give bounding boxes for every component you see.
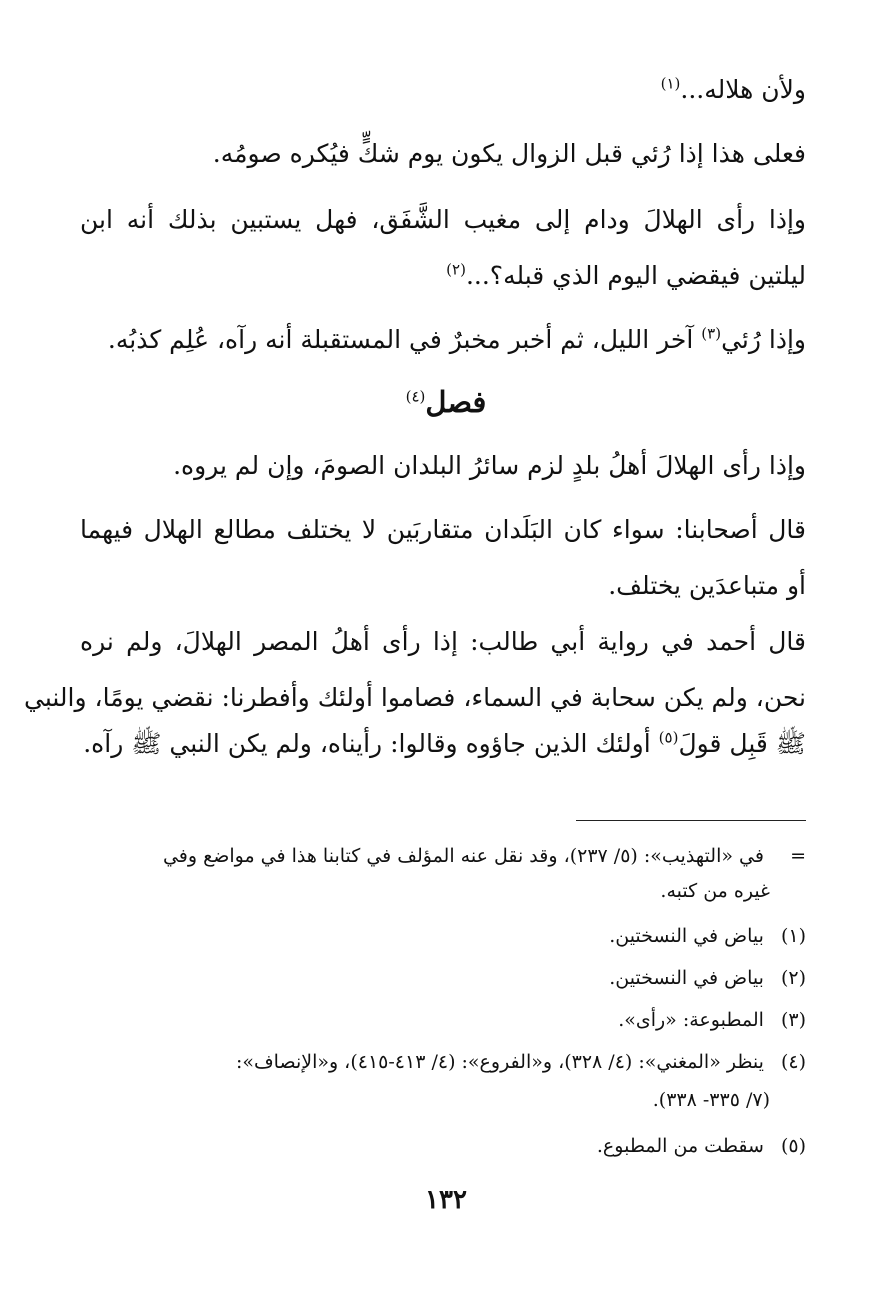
footnote-3-mark[interactable]: (٣) [780,1009,806,1031]
footnote-ref-4[interactable]: (٤) [405,387,426,406]
body-line-8: أو متباعدَين يختلف. [608,571,806,600]
footnote-separator [576,820,806,821]
footnote-4: (٤) ينظر «المغني»: (٤/ ٣٢٨)، و«الفروع»: (٤/ ٤١٣-٤١٥)، و«الإنصاف»: [80,1047,806,1077]
footnote-ref-2[interactable]: (٢) [446,260,466,279]
body-line-7: قال أصحابنا: سواء كان البَلَدان متقاربَين لا يختلف مطالع الهلال فيهما [80,515,806,544]
body-line-4: ليلتين فيقضي اليوم الذي قبله؟...$^{(٢)}$ [446,260,806,290]
footnote-continued: = في «التهذيب»: (٥/ ٢٣٧)، وقد نقل عنه المؤلف في كتابنا هذا في مواضع وفي [80,841,806,871]
footnote-5-mark[interactable]: (٥) [780,1135,806,1157]
body-line-6: وإذا رأى الهلالَ أهلُ بلدٍ لزم سائرُ البلدان الصومَ، وإن لم يروه. [173,451,806,480]
continuation-mark: = [790,845,806,867]
body-line-3: وإذا رأى الهلالَ ودام إلى مغيب الشَّفَق، فهل يستبين بذلك أنه ابن [80,205,806,234]
footnote-ref-5[interactable]: (٥) [658,728,679,747]
body-line-10: نحن، ولم يكن سحابة في السماء، فصاموا أولئك وأفطرنا: نقضي يومًا، والنبي [24,683,806,712]
page-number: ١٣٢ [425,1185,467,1215]
footnote-ref-1[interactable]: (١) [660,74,681,93]
body-line-9: قال أحمد في رواية أبي طالب: إذا رأى أهلُ المصر الهلالَ، ولم نره [80,627,806,656]
body-line-2: فعلى هذا إذا رُئي قبل الزوال يكون يوم شكٍّ فيُكره صومُه. [212,139,806,168]
body-line-11: ﷺ قَبِل قولَ$^{(٥)}$ أولئك الذين جاؤوه وقالوا: رأيناه، ولم يكن النبي ﷺ رآه. [83,728,806,758]
footnote-2: (٢) بياض في النسختين. [80,963,806,993]
footnote-ref-3[interactable]: (٣) [701,324,722,343]
footnote-1: (١) بياض في النسختين. [80,921,806,951]
footnote-5: (٥) سقطت من المطبوع. [80,1131,806,1161]
footnote-continued-line-2: غيره من كتبه. [660,880,770,902]
footnote-4-mark[interactable]: (٤) [780,1051,806,1073]
section-heading: فصل$^{(٤)}$ [405,385,487,419]
body-line-1: ولأن هلاله...$^{(١)}$ [660,74,806,104]
footnote-4-line-2: (٧/ ٣٣٥- ٣٣٨). [652,1089,770,1111]
footnote-2-mark[interactable]: (٢) [780,967,806,989]
body-line-5: وإذا رُئي$^{(٣)}$ آخر الليل، ثم أخبر مخبرٌ في المستقبلة أنه رآه، عُلِم كذبُه. [107,324,806,354]
footnote-3: (٣) المطبوعة: «رأى». [80,1005,806,1035]
footnote-1-mark[interactable]: (١) [780,925,806,947]
